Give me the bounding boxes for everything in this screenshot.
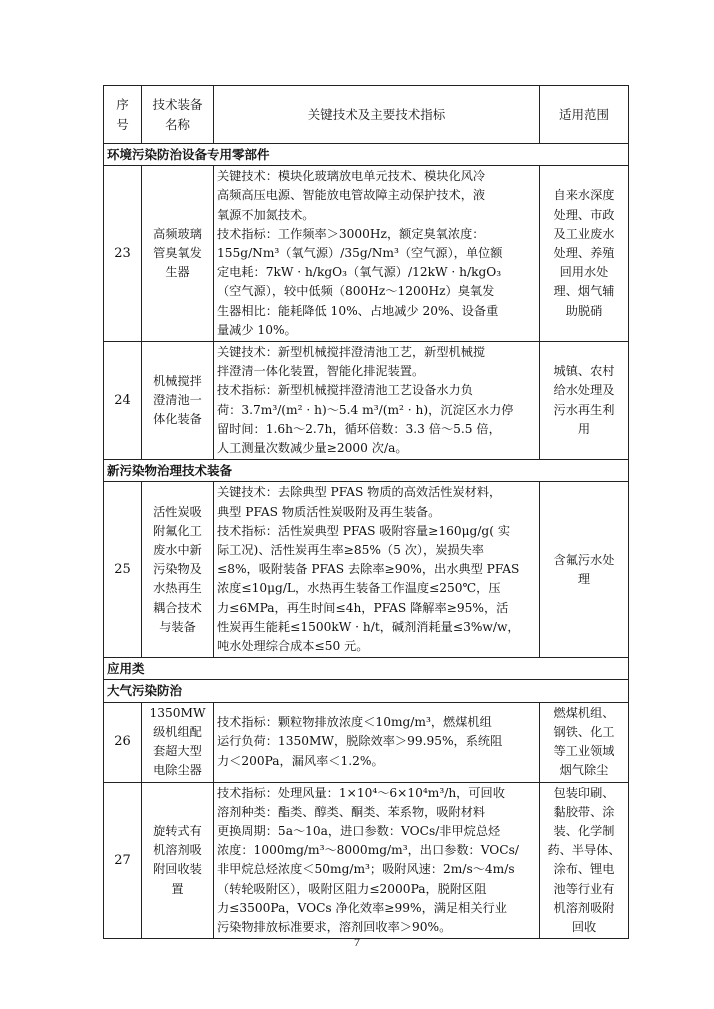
- equipment-table: [103, 85, 629, 939]
- header-scope: 适用范围: [540, 86, 629, 144]
- header-tech: 关键技术及主要技术指标: [214, 86, 540, 144]
- text-line: 用: [577, 421, 591, 436]
- header-no: [104, 86, 142, 144]
- text-line: 池等行业有: [553, 881, 615, 896]
- text-line: 烟气除尘: [559, 763, 609, 778]
- text-line: （转轮吸附区），吸附区阻力≤2000Pa，脱附区阻: [217, 881, 487, 896]
- text-line: 管臭氧发: [153, 246, 202, 261]
- text-line: 1350MW: [149, 705, 206, 720]
- text-line: 技术指标：工作频率＞3000Hz，额定臭氧浓度：: [217, 226, 485, 241]
- text-line: 活性炭吸: [153, 504, 202, 519]
- text-line: 典型 PFAS 物质活性炭吸附及再生装备。: [217, 504, 441, 519]
- text-line: 水热再生: [153, 581, 202, 596]
- text-line: 处理、市政: [553, 207, 615, 222]
- section-row: [104, 460, 629, 482]
- text-line: 处理、养殖: [553, 246, 615, 261]
- table-row: [104, 782, 629, 939]
- section-title: 应用类: [104, 658, 629, 680]
- text-line: ≤8%，吸附装备 PFAS 去除率≥90%，出水典型 PFAS: [217, 562, 520, 577]
- text-line: 拌澄清一体化装置，智能化排泥装置。: [217, 364, 425, 379]
- text-line: 高频高压电源、智能放电管故障主动保护技术，液: [217, 188, 486, 203]
- text-line: 性炭再生能耗≤1500kW · h/t，碱剂消耗量≤3%w/w，: [217, 619, 520, 634]
- text-line: 药、半导体、: [547, 843, 621, 858]
- table-row: [104, 482, 629, 658]
- text-line: 留时间：1.6h～2.7h，循环倍数：3.3 倍～5.5 倍，: [217, 421, 501, 436]
- text-line: 非甲烷总烃浓度＜50mg/m³；吸附风速：2m/s～4m/s: [217, 862, 515, 877]
- table-header-row: [104, 86, 629, 144]
- row-tech: [214, 782, 540, 939]
- text-line: 等工业领域: [553, 744, 615, 759]
- header-name: [142, 86, 214, 144]
- row-tech: [214, 166, 540, 342]
- row-no: 23: [104, 166, 142, 342]
- row-name: [142, 782, 214, 939]
- text-line: 套超大型: [153, 744, 202, 759]
- text-line: 涂布、锂电: [553, 862, 615, 877]
- text-line: （空气源），较中低频（800Hz～1200Hz）臭氧发: [217, 284, 495, 299]
- row-no: 26: [104, 702, 142, 782]
- text-line: 力≤3500Pa，VOCs 净化效率≥99%，满足相关行业: [217, 900, 507, 915]
- text-line: 生器: [165, 265, 190, 280]
- row-no: 25: [104, 482, 142, 658]
- text-line: 浓度≤10μg/L，水热再生装备工作温度≤250℃，压: [217, 581, 501, 596]
- section-row: [104, 658, 629, 680]
- text-line: 包装印刷、: [553, 785, 615, 800]
- row-name: [142, 342, 214, 460]
- text-line: 置: [171, 881, 184, 896]
- text-line: 附回收装: [153, 862, 202, 877]
- text-line: 废水中新: [153, 543, 202, 558]
- text-line: 澄清池一: [153, 393, 202, 408]
- text-line: 黏胶带、涂: [553, 804, 615, 819]
- row-tech: [214, 342, 540, 460]
- row-no: 24: [104, 342, 142, 460]
- text-line: 技术指标：活性炭典型 PFAS 吸附容量≥160μg/g( 实: [217, 523, 511, 538]
- text-line: 燃煤机组、: [553, 705, 615, 720]
- text-line: 技术装备: [152, 97, 203, 113]
- text-line: 附氟化工: [153, 523, 202, 538]
- text-line: 更换周期：5a～10a，进口参数：VOCs/非甲烷总烃: [217, 823, 501, 838]
- text-line: 电除尘器: [153, 763, 202, 778]
- section-title: 大气污染防治: [104, 680, 629, 702]
- text-line: 浓度：1000mg/m³～8000mg/m³，出口参数：VOCs/: [217, 843, 519, 858]
- text-line: 高频玻璃: [153, 226, 202, 241]
- row-name: [142, 166, 214, 342]
- text-line: 运行负荷：1350MW，脱除效率＞99.95%，系统阻: [217, 734, 503, 749]
- text-line: 际工况)、活性炭再生率≥85%（5 次），炭损失率: [217, 543, 484, 558]
- text-line: 污染物排放标准要求，溶剂回收率＞90%。: [217, 919, 452, 934]
- page-number: 7: [354, 935, 360, 949]
- text-line: 力＜200Pa，漏风率＜1.2%。: [217, 753, 384, 768]
- text-line: 技术指标：处理风量：1×10⁴～6×10⁴m³/h，可回收: [217, 785, 505, 800]
- text-line: 力≤6MPa，再生时间≤4h，PFAS 降解率≥95%，活: [217, 600, 509, 615]
- text-line: 体化装备: [153, 412, 202, 427]
- section-title: 环境污染防治设备专用零部件: [104, 144, 629, 166]
- text-line: 荷：3.7m³/(m² · h)～5.4 m³/(m² · h)，沉淀区水力停: [217, 402, 514, 417]
- table-row: [104, 702, 629, 782]
- text-line: 回用水处: [559, 265, 609, 280]
- text-line: 给水处理及: [553, 383, 615, 398]
- text-line: 污染物及: [153, 562, 202, 577]
- text-line: 装、化学制: [553, 823, 615, 838]
- row-scope: [540, 782, 629, 939]
- text-line: 溶剂种类：酯类、醇类、酮类、苯系物，吸附材料: [217, 804, 486, 819]
- text-line: 钢铁、化工: [553, 724, 615, 739]
- text-line: 城镇、农村: [553, 364, 615, 379]
- table-row: [104, 166, 629, 342]
- text-line: 自来水深度: [553, 188, 615, 203]
- text-line: 吨水处理综合成本≤50 元。: [217, 639, 369, 654]
- table-row: [104, 342, 629, 460]
- text-line: 定电耗：7kW · h/kgO₃（氧气源）/12kW · h/kgO₃: [217, 265, 502, 280]
- text-line: 机械搅拌: [153, 373, 202, 388]
- text-line: 机溶剂吸附: [553, 900, 615, 915]
- text-line: 人工测量次数减少量≥2000 次/a。: [217, 441, 408, 456]
- text-line: 助脱硝: [565, 303, 603, 318]
- text-line: 关键技术：模块化玻璃放电单元技术、模块化风冷: [217, 169, 486, 184]
- text-line: 理、烟气辅: [553, 284, 615, 299]
- row-name: [142, 702, 214, 782]
- section-row: [104, 680, 629, 702]
- row-tech: [214, 482, 540, 658]
- row-scope: [540, 482, 629, 658]
- text-line: 名称: [164, 116, 190, 132]
- text-line: 机溶剂吸: [153, 843, 202, 858]
- text-line: 技术指标：颗粒物排放浓度＜10mg/m³，燃煤机组: [217, 715, 492, 730]
- text-line: 技术指标：新型机械搅拌澄清池工艺设备水力负: [217, 383, 473, 398]
- text-line: 级机组配: [153, 724, 202, 739]
- row-scope: [540, 166, 629, 342]
- section-title: 新污染物治理技术装备: [104, 460, 629, 482]
- row-tech: [214, 702, 540, 782]
- text-line: 旋转式有: [153, 823, 202, 838]
- row-scope: [540, 702, 629, 782]
- row-no: 27: [104, 782, 142, 939]
- text-line: 量减少 10%。: [217, 322, 297, 337]
- text-line: 关键技术：新型机械搅拌澄清池工艺，新型机械搅: [217, 345, 486, 360]
- section-row: [104, 144, 629, 166]
- text-line: 含氟污水处: [553, 552, 615, 567]
- text-line: 关键技术：去除典型 PFAS 物质的高效活性炭材料，: [217, 485, 502, 500]
- text-line: 号: [116, 116, 129, 132]
- text-line: 氧源不加氮技术。: [217, 207, 315, 222]
- text-line: 污水再生利: [553, 402, 615, 417]
- text-line: 及工业废水: [553, 226, 615, 241]
- text-line: 耦合技术: [153, 600, 202, 615]
- text-line: 与装备: [159, 619, 196, 634]
- row-scope: [540, 342, 629, 460]
- text-line: 序: [116, 97, 129, 113]
- text-line: 回收: [571, 919, 597, 934]
- row-name: [142, 482, 214, 658]
- text-line: 理: [577, 571, 591, 586]
- text-line: 生器相比：能耗降低 10%、占地减少 20%、设备重: [217, 303, 499, 318]
- text-line: 155g/Nm³（氧气源）/35g/Nm³（空气源），单位额: [217, 246, 503, 261]
